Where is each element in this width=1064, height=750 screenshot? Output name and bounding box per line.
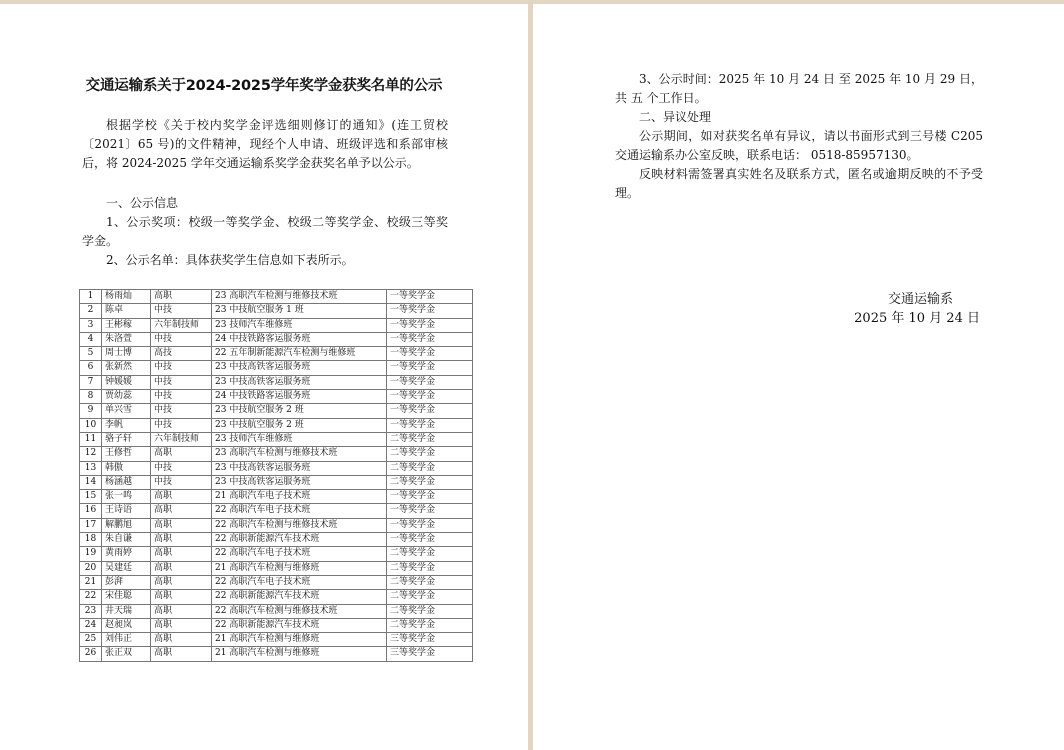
class-name-cell: 22 高职新能源汽车技术班: [212, 590, 387, 604]
class-name-cell: 23 中技高铁客运服务班: [212, 361, 387, 375]
student-name-cell: 张一鸣: [102, 490, 151, 504]
award-level-cell: 一等奖学金: [387, 390, 473, 404]
student-name-cell: 骆子轩: [102, 432, 151, 446]
program-level-cell: 中技: [151, 404, 212, 418]
student-name-cell: 钟媛媛: [102, 375, 151, 389]
award-level-cell: 一等奖学金: [387, 504, 473, 518]
award-level-cell: 一等奖学金: [387, 418, 473, 432]
anonymous-note-paragraph: 反映材料需签署真实姓名及联系方式，匿名或逾期反映的不予受理。: [615, 167, 983, 200]
award-level-cell: 一等奖学金: [387, 361, 473, 375]
row-number-cell: 23: [80, 604, 102, 618]
award-level-cell: 二等奖学金: [387, 461, 473, 475]
program-level-cell: 高职: [151, 575, 212, 589]
table-row: [80, 533, 473, 547]
program-level-cell: 高职: [151, 547, 212, 561]
class-name-cell: 21 高职汽车检测与维修班: [212, 633, 387, 647]
program-level-cell: 六年制技师: [151, 432, 212, 446]
award-level-cell: 一等奖学金: [387, 318, 473, 332]
publicity-period-paragraph: 3、公示时间：2025 年 10 月 24 日 至 2025 年 10 月 29 日，共 五 个工作日。: [615, 72, 983, 105]
award-level-cell: 一等奖学金: [387, 533, 473, 547]
award-level-cell: 一等奖学金: [387, 375, 473, 389]
program-level-cell: 六年制技师: [151, 318, 212, 332]
award-level-cell: 一等奖学金: [387, 347, 473, 361]
row-number-cell: 1: [80, 290, 102, 304]
row-number-cell: 2: [80, 304, 102, 318]
row-number-cell: 20: [80, 561, 102, 575]
award-level-cell: 一等奖学金: [387, 332, 473, 346]
student-name-cell: 朱自谦: [102, 533, 151, 547]
award-level-cell: 二等奖学金: [387, 590, 473, 604]
award-level-cell: 一等奖学金: [387, 518, 473, 532]
table-row: [80, 390, 473, 404]
table-row: [80, 404, 473, 418]
row-number-cell: 21: [80, 575, 102, 589]
program-level-cell: 高职: [151, 533, 212, 547]
class-name-cell: 22 高职汽车检测与维修技术班: [212, 604, 387, 618]
row-number-cell: 18: [80, 533, 102, 547]
row-number-cell: 25: [80, 633, 102, 647]
table-row: [80, 518, 473, 532]
program-level-cell: 高技: [151, 347, 212, 361]
class-name-cell: 22 高职汽车检测与维修技术班: [212, 518, 387, 532]
award-level-cell: 二等奖学金: [387, 604, 473, 618]
table-row: [80, 347, 473, 361]
class-name-cell: 23 中技航空服务 2 班: [212, 404, 387, 418]
program-level-cell: 中技: [151, 304, 212, 318]
award-level-cell: 一等奖学金: [387, 290, 473, 304]
class-name-cell: 23 高职汽车检测与维修技术班: [212, 290, 387, 304]
row-number-cell: 19: [80, 547, 102, 561]
class-name-cell: 22 高职汽车电子技术班: [212, 575, 387, 589]
table-row: [80, 432, 473, 446]
student-name-cell: 王修哲: [102, 447, 151, 461]
program-level-cell: 高职: [151, 561, 212, 575]
student-name-cell: 张新然: [102, 361, 151, 375]
table-row: [80, 332, 473, 346]
student-name-cell: 彭湃: [102, 575, 151, 589]
class-name-cell: 21 高职汽车电子技术班: [212, 490, 387, 504]
award-level-cell: 一等奖学金: [387, 404, 473, 418]
table-row: [80, 590, 473, 604]
program-level-cell: 中技: [151, 375, 212, 389]
student-name-cell: 陈卓: [102, 304, 151, 318]
row-number-cell: 8: [80, 390, 102, 404]
document-title: 交通运输系关于2024-2025学年奖学金获奖名单的公示: [85, 78, 443, 94]
class-name-cell: 24 中技铁路客运服务班: [212, 390, 387, 404]
table-row: [80, 361, 473, 375]
student-name-cell: 王诗语: [102, 504, 151, 518]
student-name-cell: 单兴雪: [102, 404, 151, 418]
class-name-cell: 22 高职汽车电子技术班: [212, 547, 387, 561]
class-name-cell: 23 中技高铁客运服务班: [212, 475, 387, 489]
program-level-cell: 高职: [151, 647, 212, 661]
student-name-cell: 吴建廷: [102, 561, 151, 575]
row-number-cell: 9: [80, 404, 102, 418]
row-number-cell: 15: [80, 490, 102, 504]
program-level-cell: 中技: [151, 475, 212, 489]
row-number-cell: 6: [80, 361, 102, 375]
row-number-cell: 14: [80, 475, 102, 489]
award-level-cell: 一等奖学金: [387, 490, 473, 504]
row-number-cell: 22: [80, 590, 102, 604]
table-row: [80, 447, 473, 461]
row-number-cell: 10: [80, 418, 102, 432]
student-name-cell: 李帆: [102, 418, 151, 432]
table-row: [80, 604, 473, 618]
award-items-paragraph: 1、公示奖项：校级一等奖学金、校级二等奖学金、校级三等奖学金。: [82, 215, 448, 248]
program-level-cell: 高职: [151, 604, 212, 618]
student-name-cell: 王彬稼: [102, 318, 151, 332]
award-level-cell: 二等奖学金: [387, 618, 473, 632]
row-number-cell: 26: [80, 647, 102, 661]
table-row: [80, 633, 473, 647]
award-winners-table: [79, 289, 473, 662]
section-heading-publicity-info: 一、公示信息: [106, 196, 179, 210]
class-name-cell: 23 中技航空服务 2 班: [212, 418, 387, 432]
row-number-cell: 13: [80, 461, 102, 475]
student-name-cell: 解鹏旭: [102, 518, 151, 532]
class-name-cell: 22 高职新能源汽车技术班: [212, 618, 387, 632]
program-level-cell: 中技: [151, 332, 212, 346]
row-number-cell: 12: [80, 447, 102, 461]
award-level-cell: 二等奖学金: [387, 475, 473, 489]
signature-department: 交通运输系: [887, 292, 953, 307]
class-name-cell: 21 高职汽车检测与维修班: [212, 561, 387, 575]
award-level-cell: 二等奖学金: [387, 432, 473, 446]
class-name-cell: 23 中技高铁客运服务班: [212, 375, 387, 389]
student-name-cell: 张正双: [102, 647, 151, 661]
table-row: [80, 547, 473, 561]
program-level-cell: 高职: [151, 590, 212, 604]
program-level-cell: 高职: [151, 290, 212, 304]
award-level-cell: 二等奖学金: [387, 575, 473, 589]
table-row: [80, 575, 473, 589]
table-row: [80, 304, 473, 318]
student-name-cell: 杨涵越: [102, 475, 151, 489]
program-level-cell: 中技: [151, 461, 212, 475]
intro-paragraph: 根据学校《关于校内奖学金评选细则修订的通知》(连工贸校〔2021〕65 号)的文件精神，现经个人申请、班级评选和系部审核后，将 2024-2025 学年交通运输系奖学金获奖名单予以公示。: [82, 118, 448, 170]
student-name-cell: 贾幼蕊: [102, 390, 151, 404]
row-number-cell: 24: [80, 618, 102, 632]
award-level-cell: 三等奖学金: [387, 647, 473, 661]
program-level-cell: 中技: [151, 361, 212, 375]
student-name-cell: 宋佳聪: [102, 590, 151, 604]
program-level-cell: 中技: [151, 418, 212, 432]
table-row: [80, 375, 473, 389]
program-level-cell: 高职: [151, 633, 212, 647]
award-level-cell: 二等奖学金: [387, 561, 473, 575]
student-name-cell: 韩傲: [102, 461, 151, 475]
class-name-cell: 22 高职新能源汽车技术班: [212, 533, 387, 547]
row-number-cell: 4: [80, 332, 102, 346]
program-level-cell: 中技: [151, 390, 212, 404]
row-number-cell: 11: [80, 432, 102, 446]
student-name-cell: 赵昶岚: [102, 618, 151, 632]
program-level-cell: 高职: [151, 618, 212, 632]
class-name-cell: 21 高职汽车检测与维修班: [212, 647, 387, 661]
row-number-cell: 3: [80, 318, 102, 332]
class-name-cell: 23 技师汽车维修班: [212, 432, 387, 446]
program-level-cell: 高职: [151, 447, 212, 461]
class-name-cell: 23 技师汽车维修班: [212, 318, 387, 332]
document-page-left: [0, 4, 528, 750]
program-level-cell: 高职: [151, 518, 212, 532]
table-row: [80, 290, 473, 304]
student-name-cell: 井天瑞: [102, 604, 151, 618]
student-name-cell: 杨雨灿: [102, 290, 151, 304]
signature-date: 2025 年 10 月 24 日: [854, 311, 980, 326]
row-number-cell: 5: [80, 347, 102, 361]
row-number-cell: 16: [80, 504, 102, 518]
award-level-cell: 二等奖学金: [387, 547, 473, 561]
student-name-cell: 刘伟正: [102, 633, 151, 647]
objection-paragraph: 公示期间，如对获奖名单有异议，请以书面形式到三号楼 C205 交通运输系办公室反映，联系电话： 0518-85957130。: [615, 129, 983, 162]
class-name-cell: 23 高职汽车检测与维修技术班: [212, 447, 387, 461]
table-row: [80, 647, 473, 661]
class-name-cell: 23 中技航空服务 1 班: [212, 304, 387, 318]
student-name-cell: 朱洛萱: [102, 332, 151, 346]
student-name-cell: 黄雨婷: [102, 547, 151, 561]
table-row: [80, 561, 473, 575]
award-level-cell: 一等奖学金: [387, 304, 473, 318]
class-name-cell: 23 中技高铁客运服务班: [212, 461, 387, 475]
table-row: [80, 504, 473, 518]
program-level-cell: 高职: [151, 504, 212, 518]
award-level-cell: 二等奖学金: [387, 447, 473, 461]
section-heading-objection: 二、异议处理: [639, 110, 712, 124]
table-row: [80, 490, 473, 504]
award-level-cell: 三等奖学金: [387, 633, 473, 647]
class-name-cell: 22 五年制新能源汽车检测与维修班: [212, 347, 387, 361]
table-row: [80, 461, 473, 475]
student-name-cell: 周士博: [102, 347, 151, 361]
class-name-cell: 24 中技铁路客运服务班: [212, 332, 387, 346]
table-row: [80, 418, 473, 432]
table-row: [80, 618, 473, 632]
award-list-paragraph: 2、公示名单：具体获奖学生信息如下表所示。: [106, 253, 354, 267]
table-row: [80, 475, 473, 489]
class-name-cell: 22 高职汽车电子技术班: [212, 504, 387, 518]
program-level-cell: 高职: [151, 490, 212, 504]
table-row: [80, 318, 473, 332]
row-number-cell: 17: [80, 518, 102, 532]
row-number-cell: 7: [80, 375, 102, 389]
document-page-right: [533, 4, 1064, 750]
